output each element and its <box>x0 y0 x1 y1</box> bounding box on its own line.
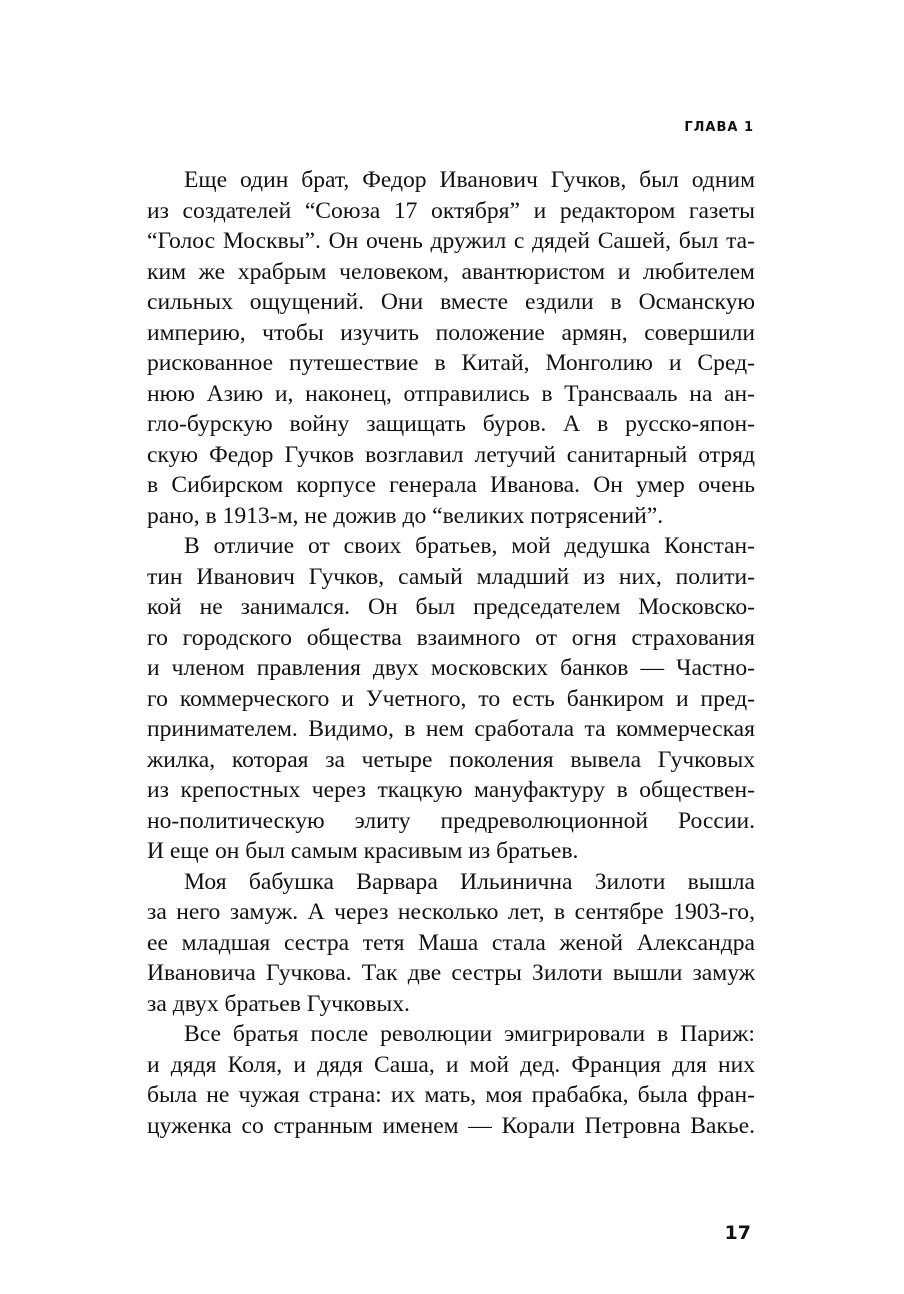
paragraph-1 <box>147 165 755 531</box>
text-line: ким же храбрым человеком, авантюристом и любителем <box>147 258 755 285</box>
text-line: в Сибирском корпусе генерала Иванова. Он умер очень <box>147 472 755 498</box>
text-line: но-политическую элиту предреволюционной России. <box>147 807 755 834</box>
text-line: и членом правления двух московских банков — Частно- <box>147 655 755 681</box>
text-line: скую Федор Гучков возглавил летучий санитарный отряд <box>147 441 755 468</box>
paragraph-3 <box>147 867 755 1020</box>
text-line: империю, чтобы изучить положение армян, совершили <box>147 319 755 346</box>
text-line: Ивановича Гучкова. Так две сестры Зилоти вышли замуж <box>147 960 755 986</box>
text-line: Моя бабушка Варвара Ильинична Зилоти вышла <box>184 868 755 895</box>
text-line: нюю Азию и, наконец, отправились в Трансвааль на ан- <box>147 380 755 407</box>
paragraph-2 <box>147 531 755 867</box>
text-line: Все братья после революции эмигрировали в Париж: <box>184 1021 755 1047</box>
text-line: “Голос Москвы”. Он очень дружил с дядей Сашей, был та- <box>147 228 755 254</box>
text-line: и дядя Коля, и дядя Саша, и мой дед. Франция для них <box>147 1051 755 1078</box>
text-line: была не чужая страна: их мать, моя прабабка, была фран- <box>147 1082 755 1108</box>
text-line: И еще он был самым красивым из братьев. <box>147 838 579 864</box>
text-line: за него замуж. А через несколько лет, в сентябре 1903-го, <box>147 899 755 925</box>
text-line: тин Иванович Гучков, самый младший из них, полити- <box>147 563 755 590</box>
text-line: В отличие от своих братьев, мой дедушка Констан- <box>184 533 755 559</box>
body-text <box>147 165 755 1141</box>
text-line: из создателей “Союза 17 октября” и редактором газеты <box>147 197 755 224</box>
text-line: го городского общества взаимного от огня страхования <box>147 624 755 651</box>
text-line: жилка, которая за четыре поколения вывела Гучковых <box>147 746 755 773</box>
page-number: 17 <box>724 1222 751 1244</box>
text-line: го коммерческого и Учетного, то есть банкиром и пред- <box>147 685 755 712</box>
text-line: принимателем. Видимо, в нем сработала та коммерческая <box>147 716 755 742</box>
text-line: Еще один брат, Федор Иванович Гучков, был одним <box>184 167 755 193</box>
text-line: из крепостных через ткацкую мануфактуру в обществен- <box>147 777 755 803</box>
text-line: ее младшая сестра тетя Маша стала женой Александра <box>147 929 755 956</box>
text-line: цуженка со странным именем — Корали Петровна Вакье. <box>147 1112 755 1139</box>
paragraph-4 <box>147 1019 755 1141</box>
text-line: рискованное путешествие в Китай, Монголию и Сред- <box>147 350 755 376</box>
text-line: гло-бурскую войну защищать буров. А в русско-япон- <box>147 411 755 437</box>
running-head: ГЛАВА 1 <box>684 120 754 135</box>
text-line: сильных ощущений. Они вместе ездили в Османскую <box>147 289 755 315</box>
text-line: рано, в 1913-м, не дожив до “великих потрясений”. <box>147 502 664 529</box>
text-line: кой не занимался. Он был председателем Московско- <box>147 594 755 620</box>
text-line: за двух братьев Гучковых. <box>147 990 410 1017</box>
